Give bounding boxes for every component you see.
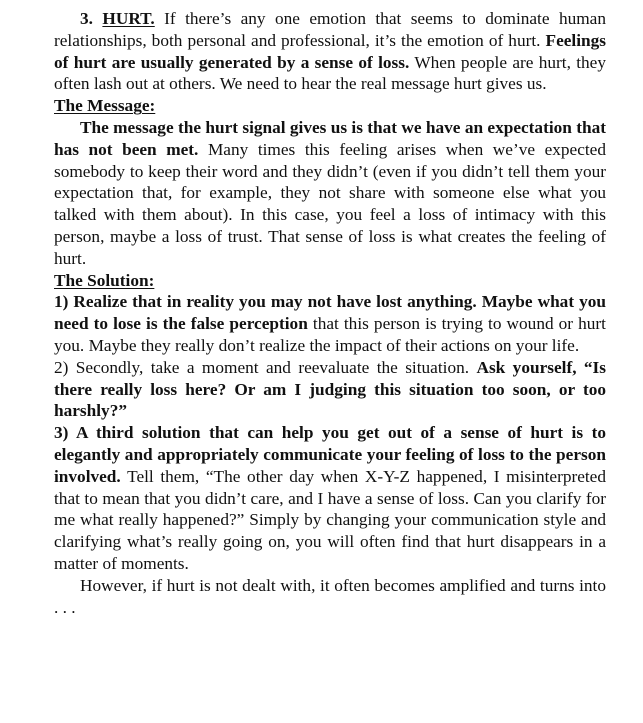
solution-heading-line bbox=[54, 270, 606, 292]
solution-item-1-bold-b: Maybe what you need to lose is the false perception bbox=[54, 292, 606, 334]
message-heading: The Message: bbox=[54, 96, 156, 116]
document-page bbox=[54, 8, 606, 618]
message-heading-line bbox=[54, 95, 606, 117]
solution-item-3-text: Tell them, “The other day when X-Y-Z happened, I misinterpreted that to mean that you didn’t care, and I have a sense of loss. Can you clarify for me what really happened?” Simply by changing your communication style and clarifying what’s really going on, you will often find that hurt disappears in a matter of moments. bbox=[54, 466, 606, 573]
solution-item-3 bbox=[54, 422, 606, 575]
hurt-intro-text: If there’s any one emotion that seems to dominate human relationships, both personal and professional, it’s the emotion of hurt. bbox=[54, 9, 606, 50]
message-bold-statement: The message the hurt signal gives us is that we have an expectation that has not been met. bbox=[54, 117, 606, 159]
solution-item-1 bbox=[54, 291, 606, 356]
hurt-intro-bold: Feelings of hurt are usually generated by a sense of loss. bbox=[54, 30, 606, 72]
closing-text: However, if hurt is not dealt with, it often becomes amplified and turns into . . . bbox=[54, 575, 606, 617]
hurt-heading: HURT. bbox=[102, 9, 155, 28]
solution-item-2-bold: Ask yourself, “Is there really loss here? Or am I judging this situation too soon, or too harshly?” bbox=[54, 357, 606, 421]
solution-heading: The Solution: bbox=[54, 270, 155, 290]
solution-item-2 bbox=[54, 357, 606, 422]
solution-item-1-text: that this person is trying to wound or hurt you. Maybe they really don’t realize the impact of their actions on your life. bbox=[54, 314, 606, 355]
hurt-intro-text-2: When people are hurt, they often lash out at others. We need to hear the real message hurt gives us. bbox=[54, 52, 606, 94]
solution-item-2-text: 2) Secondly, take a moment and reevaluate the situation. bbox=[54, 357, 470, 377]
hurt-paragraph bbox=[54, 8, 606, 95]
section-number: 3. bbox=[80, 9, 93, 28]
message-body-text: Many times this feeling arises when we’ve expected somebody to keep their word and they didn’t (even if you didn’t tell them your expectation that, for example, they not share with someone else what you talked with them about). In this case, you feel a loss of intimacy with this person, maybe a loss of trust. That sense of loss is what creates the feeling of hurt. bbox=[54, 139, 606, 268]
solution-item-3-bold: 3) A third solution that can help you get out of a sense of hurt is to elegantly and appropriately communicate your feeling of loss to the person involved. bbox=[54, 423, 606, 486]
solution-item-1-bold-a: 1) Realize that in reality you may not have lost anything. bbox=[54, 292, 477, 312]
message-paragraph bbox=[54, 117, 606, 270]
closing-paragraph bbox=[54, 575, 606, 619]
